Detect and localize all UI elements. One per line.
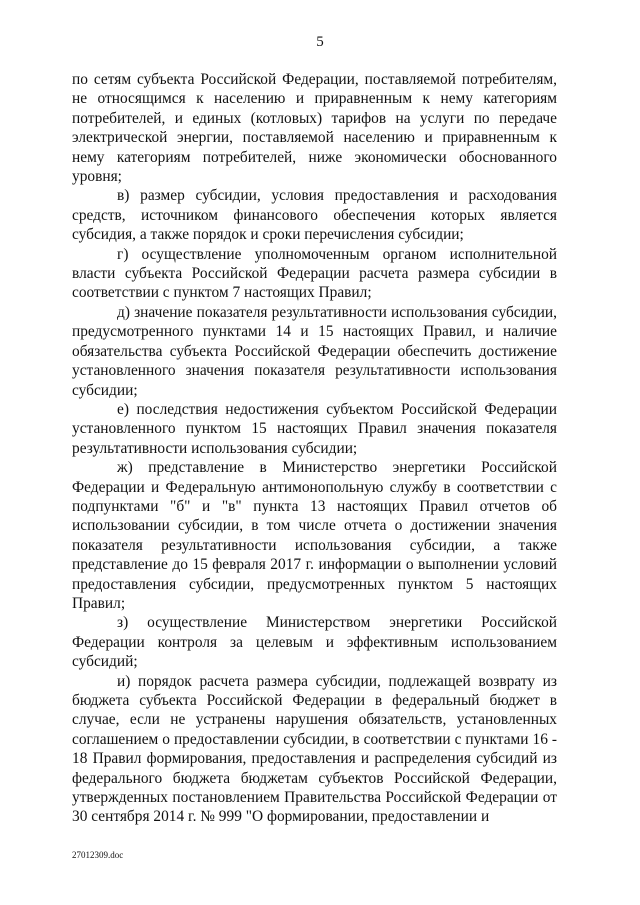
paragraph-item-i: и) порядок расчета размера субсидии, подлежащей возврату из бюджета субъекта Российской Федерации в федеральный бюджет в случае, если не устранены нарушения обязательств, установленных соглашением о предоставлении субсидии, в соответствии с пунктами 16 - 18 Правил формирования, предоставления и распределения субсидий из федерального бюджета бюджетам субъектов Российской Федерации, утвержденных постановлением Правительства Российской Федерации от 30 сентября 2014 г. № 999 "О формировании, предоставлении и	[72, 672, 557, 826]
paragraph-item-d: д) значение показателя результативности использования субсидии, предусмотренного пунктами 14 и 15 настоящих Правил, и наличие обязательства субъекта Российской Федерации обеспечить достижение установленного значения показателя результативности использования субсидии;	[72, 303, 557, 399]
paragraph-item-v: в) размер субсидии, условия предоставления и расходования средств, источником финансового обеспечения которых является субсидия, а также порядок и сроки перечисления субсидии;	[72, 187, 557, 244]
paragraph-continuation: по сетям субъекта Российской Федерации, поставляемой потребителям, не относящимся к населению и приравненным к нему категориям потребителей, и единых (котловых) тарифов на услуги по передаче электрической энергии, поставляемой населению и приравненным к нему категориям потребителей, ниже экономически обоснованного уровня;	[72, 71, 557, 186]
footer-filename: 27012309.doc	[72, 850, 124, 860]
paragraph-item-zh: ж) представление в Министерство энергетики Российской Федерации и Федеральную антимонопольную службу в соответствии с подпунктами "б" и "в" пункта 13 настоящих Правил отчетов об использовании субсидии, в том числе отчета о достижении значения показателя результативности использования субсидии, а также представление до 15 февраля 2017 г. информации о выполнении условий предоставления субсидии, предусмотренных пунктом 5 настоящих Правил;	[72, 459, 557, 612]
document-body	[72, 70, 557, 827]
paragraph-item-z: з) осуществление Министерством энергетики Российской Федерации контроля за целевым и эффективным использованием субсидий;	[72, 614, 557, 671]
page-number: 5	[316, 34, 324, 50]
paragraph-item-g: г) осуществление уполномоченным органом исполнительной власти субъекта Российской Федерации расчета размера субсидии в соответствии с пунктом 7 настоящих Правил;	[72, 245, 557, 302]
paragraph-item-e: е) последствия недостижения субъектом Российской Федерации установленного пунктом 15 настоящих Правил значения показателя результативности использования субсидии;	[72, 400, 557, 457]
